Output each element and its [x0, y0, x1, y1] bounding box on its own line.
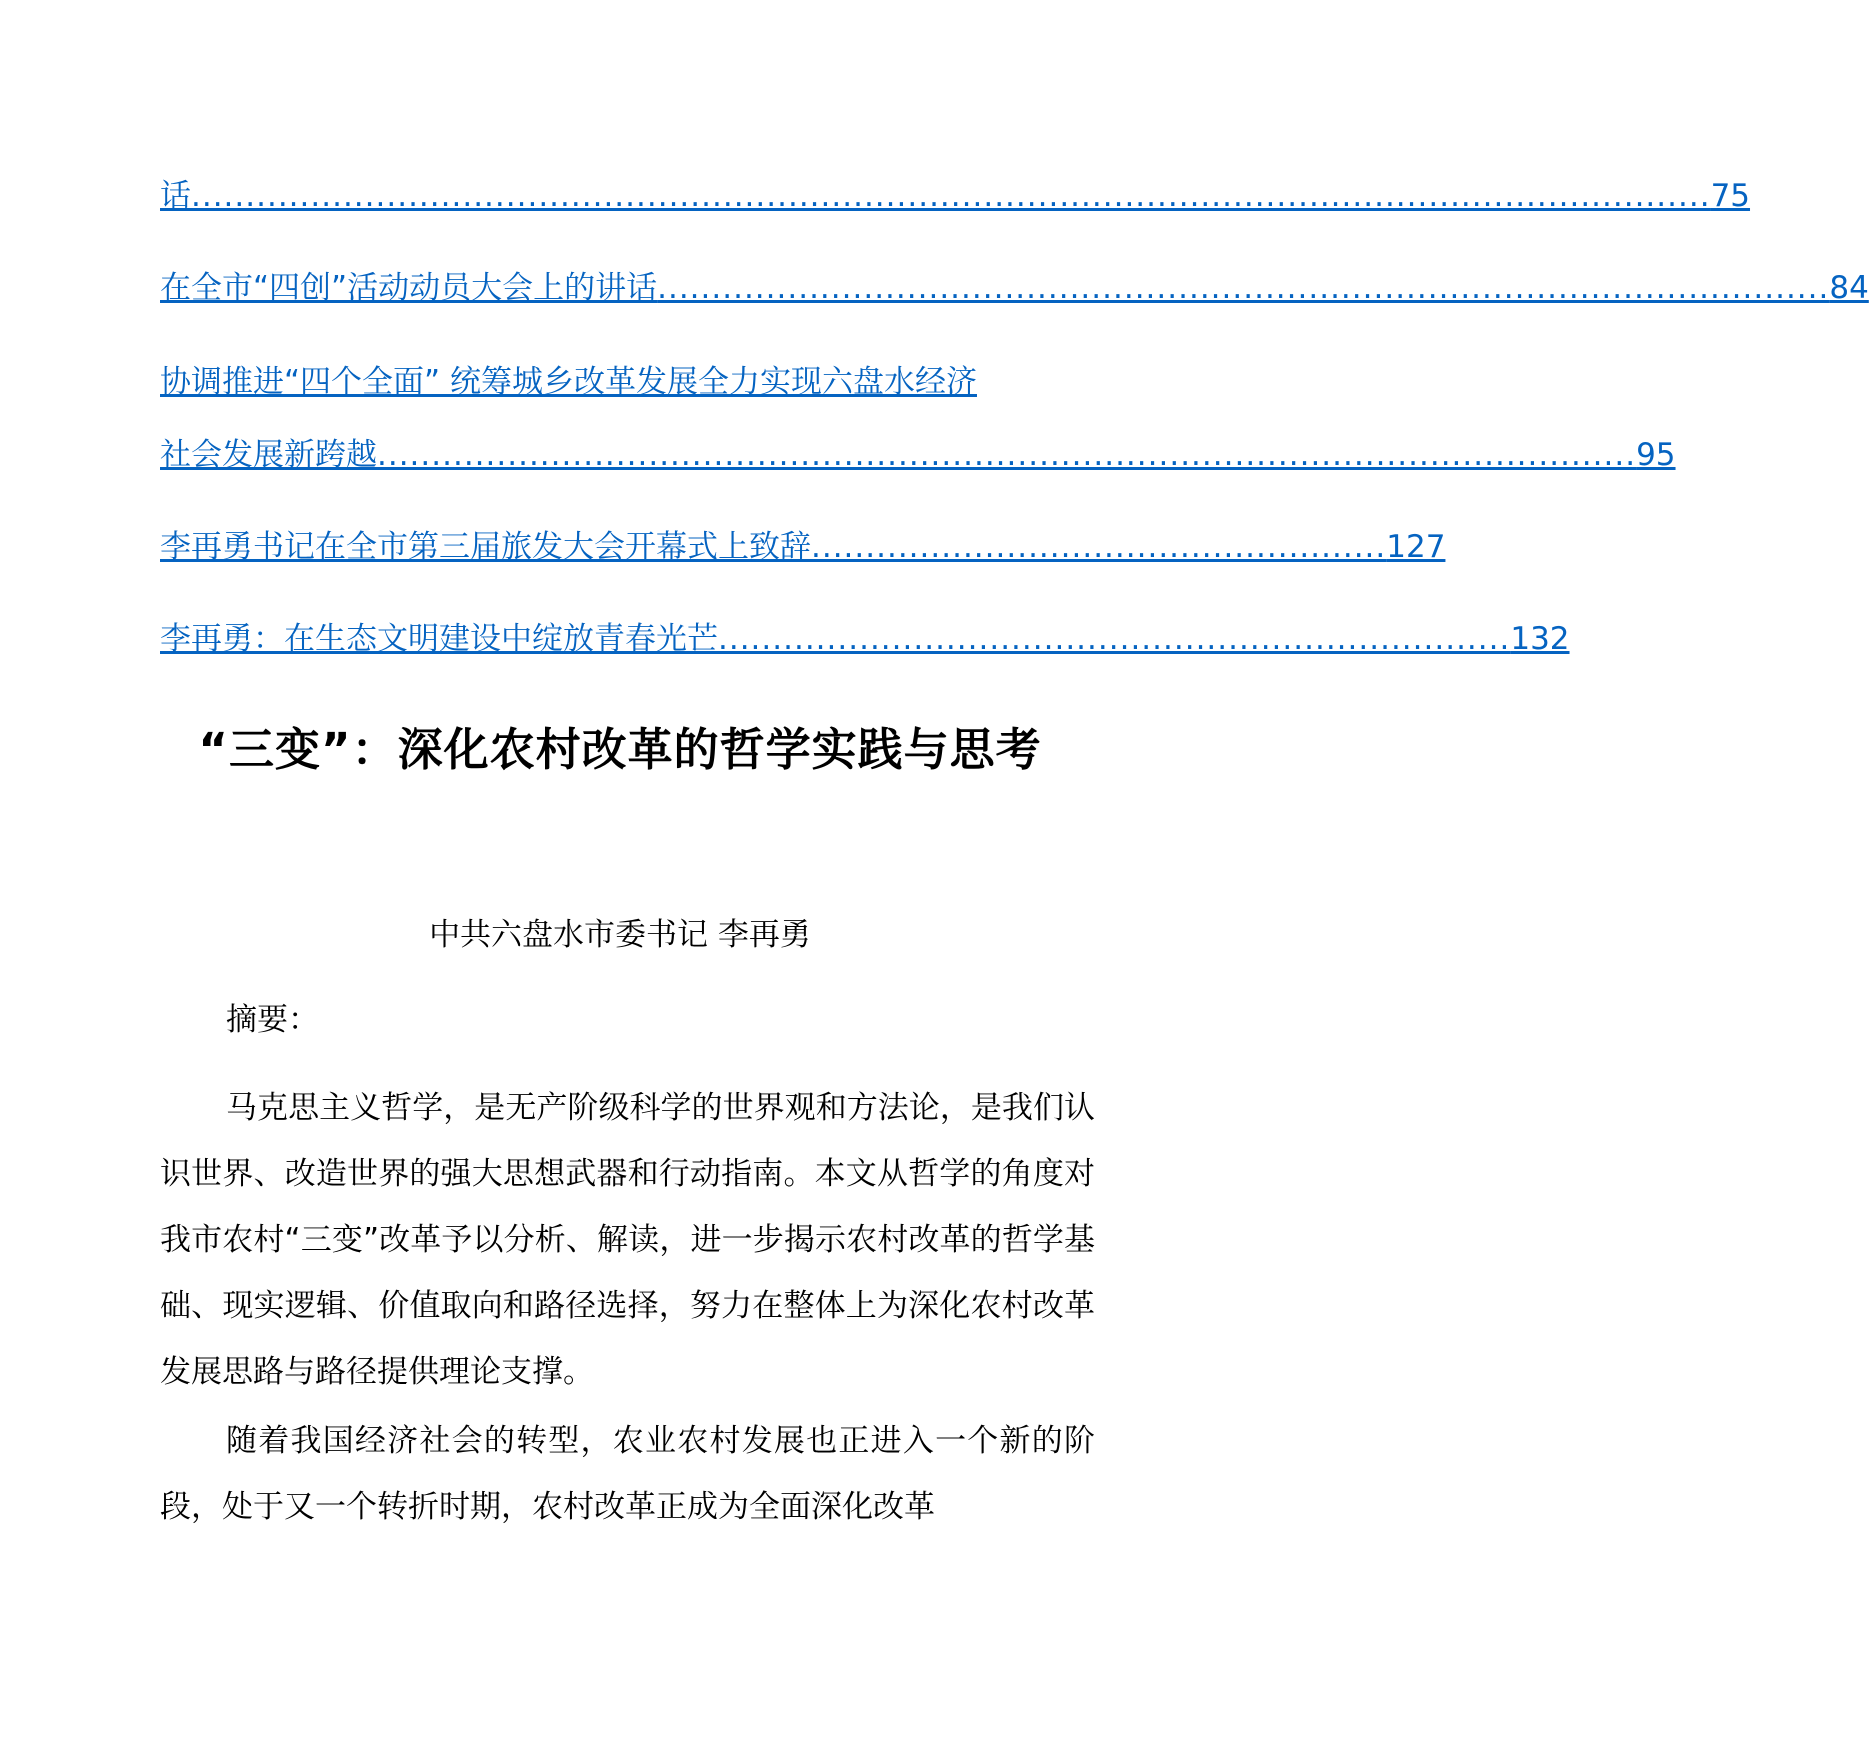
toc-entry-title: 李再勇书记在全市第三届旅发大会开幕式上致辞 [160, 529, 811, 565]
toc-page-number: 75 [1710, 178, 1751, 214]
toc-entry-5[interactable] [160, 619, 1570, 659]
toc-entry-title: 协调推进“四个全面” 统筹城乡改革发展全力实现六盘水经济 [160, 364, 977, 400]
toc-entry-4[interactable] [160, 527, 1446, 567]
toc-leader-dots: ............................................................................................................ [657, 270, 1830, 306]
body-paragraph: 随着我国经济社会的转型，农业农村发展也正进入一个新的阶段，处于又一个转折时期，农村改革正成为全面深化改革 [160, 1423, 1095, 1525]
toc-leader-dots: ............................................................................................................................................ [191, 178, 1711, 214]
toc-entry-3-line-1[interactable] [160, 362, 977, 402]
article-author: 中共六盘水市委书记 李再勇 [429, 917, 811, 953]
toc-leader-dots: .................................................................................................................... [377, 437, 1637, 473]
toc-page-number: 95 [1636, 437, 1676, 473]
toc-entry-title: 社会发展新跨越 [160, 437, 377, 473]
toc-entry-title: 话 [160, 178, 191, 214]
abstract-label: 摘要： [226, 1002, 319, 1038]
body-paragraph: 马克思主义哲学，是无产阶级科学的世界观和方法论，是我们认识世界、改造世界的强大思想武器和行动指南。本文从哲学的角度对我市农村“三变”改革予以分析、解读，进一步揭示农村改革的哲学基础、现实逻辑、价值取向和路径选择，努力在整体上为深化农村改革发展思路与路径提供理论支撑。 [160, 1090, 1095, 1390]
toc-page-number: 132 [1510, 621, 1570, 657]
toc-page-number: 84 [1829, 270, 1869, 306]
toc-entry-1[interactable] [160, 176, 1751, 216]
toc-page-number: 127 [1386, 529, 1446, 565]
article-title: “三变”：深化农村改革的哲学实践与思考 [198, 723, 1042, 776]
toc-entry-title: 在全市“四创”活动动员大会上的讲话 [160, 270, 658, 306]
toc-entry-3[interactable] [160, 435, 1676, 475]
toc-entry-2[interactable] [160, 268, 1869, 308]
toc-entry-title: 李再勇：在生态文明建设中绽放青春光芒 [160, 621, 718, 657]
toc-leader-dots: ......................................................................... [718, 621, 1511, 657]
toc-leader-dots: ..................................................... [811, 529, 1387, 565]
